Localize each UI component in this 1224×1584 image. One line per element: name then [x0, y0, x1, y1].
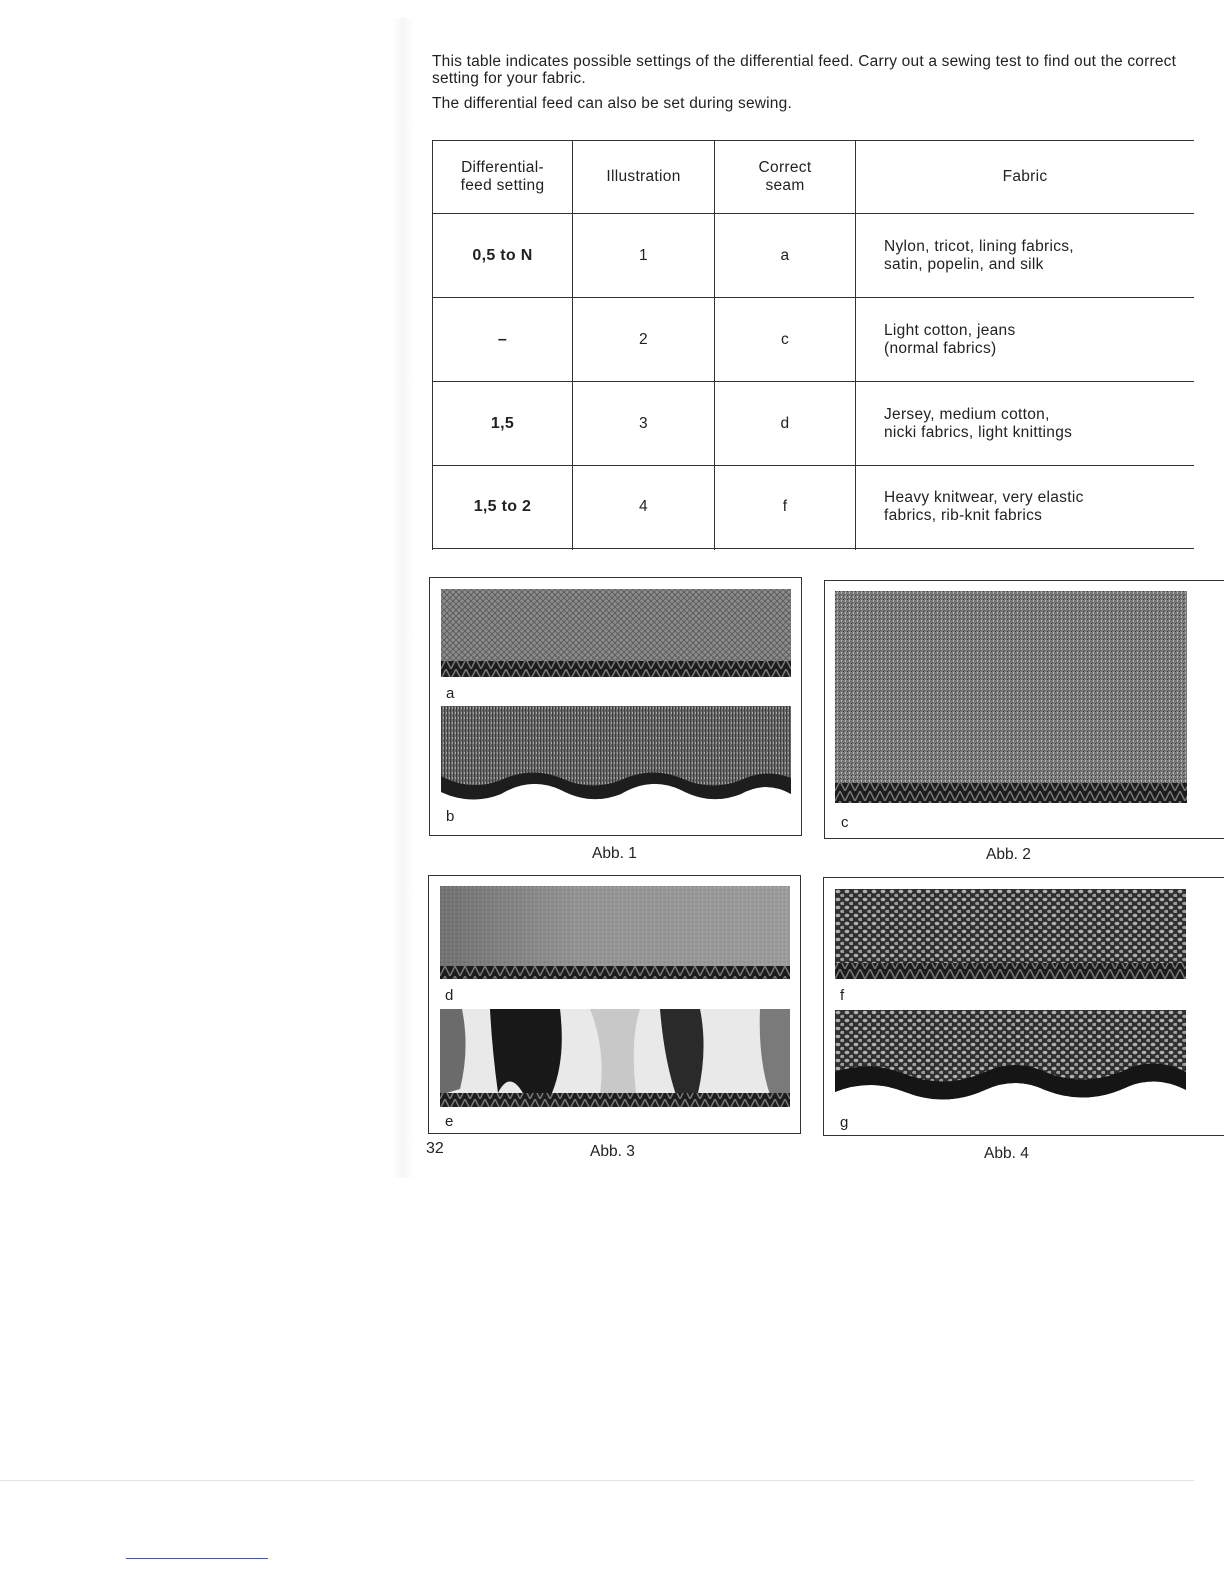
- row2-fabric: Light cotton, jeans (normal fabrics): [884, 321, 1016, 357]
- header-illustration: Illustration: [606, 168, 681, 185]
- seam-sample-d: [440, 886, 790, 982]
- binding-shadow: [392, 18, 414, 1178]
- differential-feed-table: [432, 140, 1194, 550]
- intro-text: [432, 53, 1202, 112]
- row4-illustration: 4: [639, 498, 648, 515]
- row1-seam: a: [780, 246, 790, 264]
- row1-fabric: Nylon, tricot, lining fabrics, satin, popelin, and silk: [884, 237, 1074, 273]
- row4-setting: 1,5 to 2: [473, 498, 532, 515]
- seam-sample-c: [835, 591, 1187, 809]
- figure-abb2: [824, 580, 1224, 839]
- row4-seam: f: [782, 498, 788, 515]
- seam-sample-e: [440, 1009, 790, 1112]
- label-d: d: [445, 987, 454, 1004]
- label-a: a: [446, 685, 455, 702]
- label-b: b: [446, 808, 455, 825]
- header-fabric: Fabric: [1002, 168, 1048, 185]
- seam-sample-a: [441, 589, 791, 684]
- label-g: g: [840, 1114, 849, 1131]
- row1-illustration: 1: [639, 246, 648, 264]
- caption-abb1: Abb. 1: [592, 845, 637, 862]
- caption-abb3: Abb. 3: [590, 1143, 635, 1160]
- figure-abb1: [429, 577, 802, 836]
- header-seam: Correct seam: [758, 159, 812, 194]
- caption-abb4: Abb. 4: [984, 1145, 1029, 1162]
- intro-paragraph-2: The differential feed can also be set during sewing.: [432, 95, 792, 112]
- row3-fabric: Jersey, medium cotton, nicki fabrics, light knittings: [884, 405, 1073, 441]
- figure-abb4: [823, 877, 1224, 1136]
- label-c: c: [841, 814, 849, 831]
- row3-setting: 1,5: [490, 414, 515, 432]
- header-setting: Differential- feed setting: [460, 159, 545, 194]
- row3-illustration: 3: [639, 414, 648, 432]
- label-e: e: [445, 1113, 454, 1130]
- bottom-rule: [0, 1480, 1194, 1481]
- caption-abb2: Abb. 2: [986, 846, 1031, 863]
- row2-illustration: 2: [639, 330, 648, 348]
- row3-seam: d: [780, 414, 790, 432]
- seam-sample-g: [835, 1010, 1186, 1114]
- seam-sample-b: [441, 706, 791, 806]
- seam-sample-f: [835, 889, 1186, 983]
- blue-underline: [126, 1558, 268, 1559]
- intro-paragraph-1: This table indicates possible settings of the differential feed. Carry out a sewing test to find out the correct setting for your fabric.: [432, 53, 1177, 87]
- row1-setting: 0,5 to N: [472, 246, 533, 264]
- page-number: 32: [426, 1140, 444, 1157]
- row2-setting: –: [497, 330, 508, 348]
- label-f: f: [840, 987, 845, 1004]
- row2-seam: c: [780, 330, 790, 348]
- figure-abb3: [428, 875, 801, 1134]
- row4-fabric: Heavy knitwear, very elastic fabrics, rib-knit fabrics: [884, 489, 1084, 524]
